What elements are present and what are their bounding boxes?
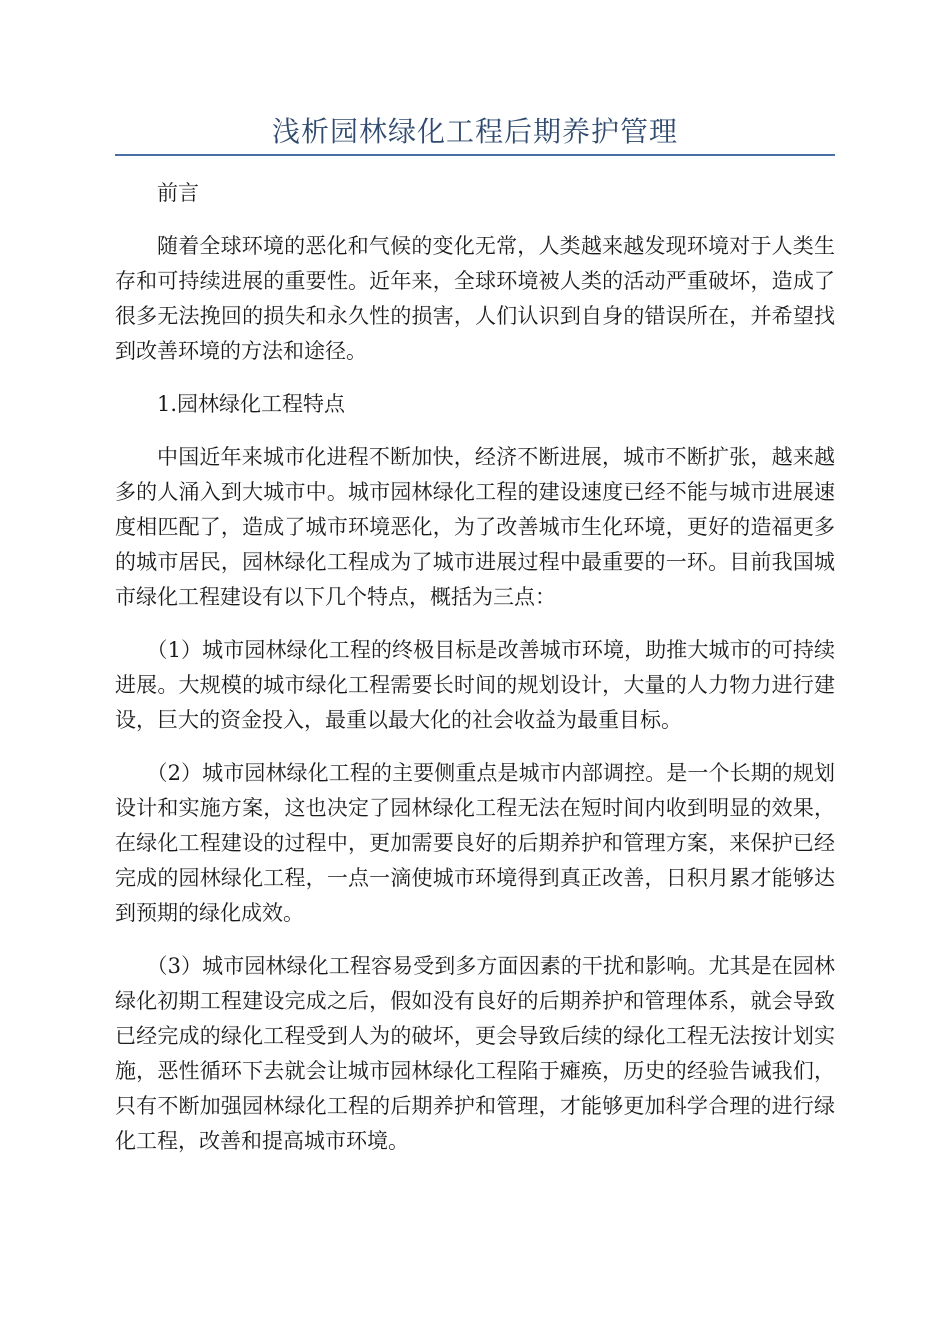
section-1-paragraph: 中国近年来城市化进程不断加快，经济不断进展，城市不断扩张，越来越多的人涌入到大城市中。城市园林绿化工程的建设速度已经不能与城市进展速度相匹配了，造成了城市环境恶化，为了改善城市生化环境，更好的造福更多的城市居民，园林绿化工程成为了城市进展过程中最重要的一环。目前我国城市绿化工程建设有以下几个特点，概括为三点： (115, 445, 835, 609)
section-1-heading: 1.园林绿化工程特点 (157, 392, 346, 416)
document-body (115, 176, 835, 1177)
preface-heading: 前言 (157, 181, 199, 205)
point-1-paragraph: （1）城市园林绿化工程的终极目标是改善城市环境，助推大城市的可持续进展。大规模的城市绿化工程需要长时间的规划设计，大量的人力物力进行建设，巨大的资金投入，最重以最大化的社会收益为最重目标。 (115, 638, 835, 732)
document-title: 浅析园林绿化工程后期养护管理 (271, 115, 678, 148)
title-underline (115, 154, 835, 156)
point-3-paragraph: （3）城市园林绿化工程容易受到多方面因素的干扰和影响。尤其是在园林绿化初期工程建设完成之后，假如没有良好的后期养护和管理体系，就会导致已经完成的绿化工程受到人为的破坏，更会导致后续的绿化工程无法按计划实施，恶性循环下去就会让城市园林绿化工程陷于瘫痪，历史的经验告诫我们，只有不断加强园林绿化工程的后期养护和管理，才能够更加科学合理的进行绿化工程，改善和提高城市环境。 (115, 954, 835, 1153)
preface-paragraph: 随着全球环境的恶化和气候的变化无常，人类越来越发现环境对于人类生存和可持续进展的重要性。近年来，全球环境被人类的活动严重破坏，造成了很多无法挽回的损失和永久性的损害，人们认识到自身的错误所在，并希望找到改善环境的方法和途径。 (115, 234, 835, 363)
point-2-paragraph: （2）城市园林绿化工程的主要侧重点是城市内部调控。是一个长期的规划设计和实施方案，这也决定了园林绿化工程无法在短时间内收到明显的效果，在绿化工程建设的过程中，更加需要良好的后期养护和管理方案，来保护已经完成的园林绿化工程，一点一滴使城市环境得到真正改善，日积月累才能够达到预期的绿化成效。 (115, 761, 835, 925)
